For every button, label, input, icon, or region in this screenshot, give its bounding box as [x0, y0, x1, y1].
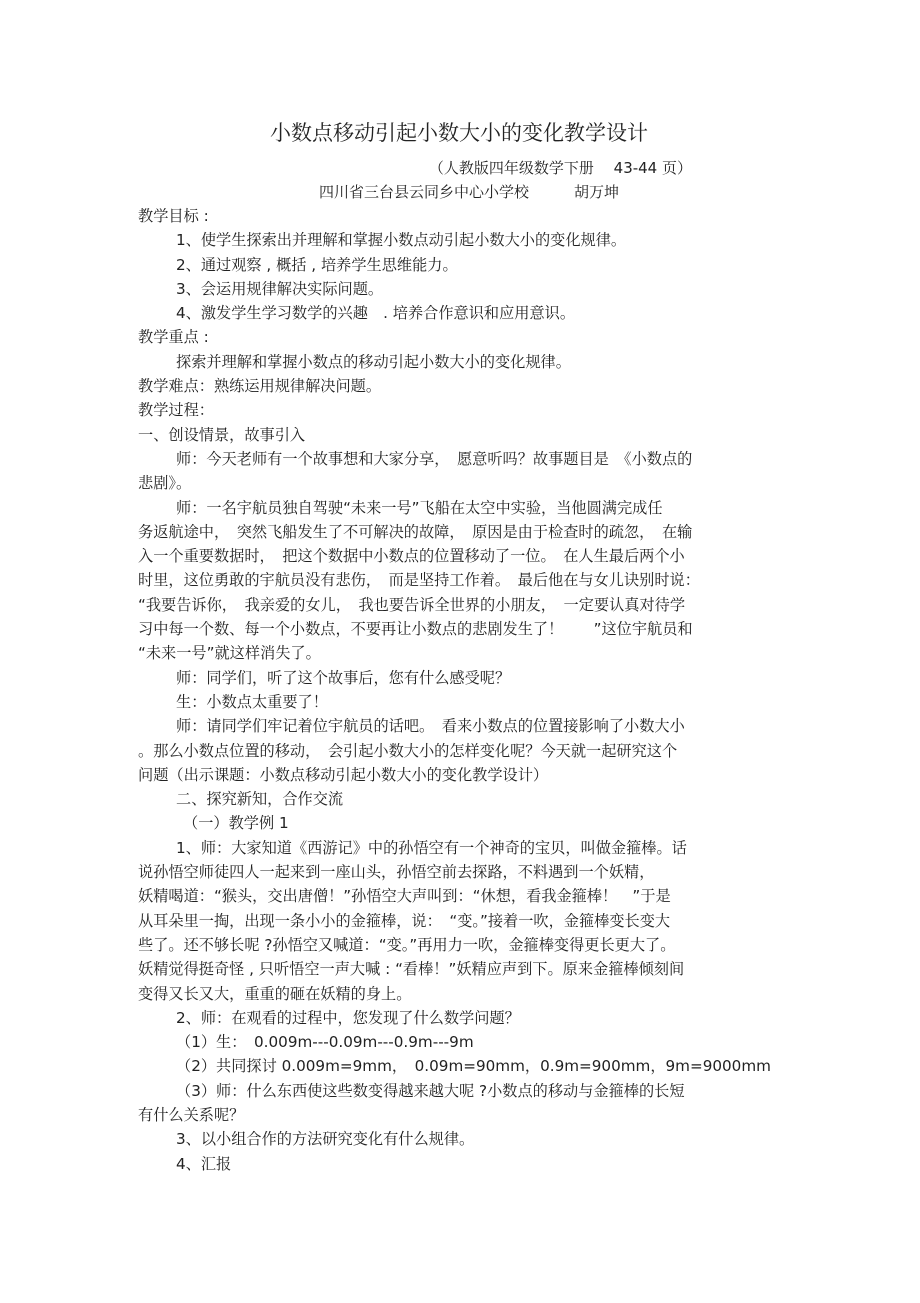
- paragraph-line: 师：今天老师有一个故事想和大家分享， 愿意听吗？故事题目是 《小数点的: [176, 449, 693, 468]
- paragraph-line: 师：请同学们牢记着位宇航员的话吧。 看来小数点的位置接影响了小数大小: [176, 717, 685, 736]
- document-title: 小数点移动引起小数大小的变化教学设计: [270, 121, 648, 145]
- paragraph-line: 妖精觉得挺奇怪 , 只听悟空一声大喊 : “看棒！”妖精应声到下。原来金箍棒倾刻间: [138, 960, 685, 979]
- paragraph-line: 2、师：在观看的过程中，您发现了什么数学问题？: [176, 1008, 520, 1027]
- paragraph-line: 3、以小组合作的方法研究变化有什么规律。: [176, 1130, 475, 1149]
- paragraph-line: 些了。还不够长呢 ?孙悟空又喊道：“变。”再用力一吹，金箍棒变得更长更大了。: [138, 935, 676, 954]
- section-heading-goals: 教学目标 :: [138, 207, 209, 225]
- paragraph-line: 有什么关系呢？: [138, 1105, 245, 1124]
- paragraph-line: （3）师：什么东西使这些数变得越来越大呢 ?小数点的移动与金箍棒的长短: [176, 1081, 685, 1100]
- paragraph-line: （1）生： 0.009m---0.09m---0.9m---9m: [176, 1033, 474, 1052]
- paragraph-line: 探索并理解和掌握小数点的移动引起小数大小的变化规律。: [176, 352, 571, 371]
- paragraph-line: 4、汇报: [176, 1154, 232, 1173]
- paragraph-line: 习中每一个数、每一个小数点，不要再让小数点的悲剧发生了！ ”这位宇航员和: [138, 620, 693, 639]
- goal-item: 4、激发学生学习数学的兴趣 . 培养合作意识和应用意识。: [176, 304, 576, 323]
- paragraph-line: 务返航途中， 突然飞船发生了不可解决的故障， 原因是由于检查时的疏忽， 在输: [138, 522, 693, 541]
- paragraph-line: 入一个重要数据时， 把这个数据中小数点的位置移动了一位。 在人生最后两个小: [138, 547, 685, 566]
- section-heading-explore: 二、探究新知，合作交流: [176, 790, 344, 809]
- paragraph-line: 师：同学们，听了这个故事后，您有什么感受呢？: [176, 668, 511, 687]
- paragraph-line: “未来一号”就这样消失了。: [138, 644, 321, 663]
- paragraph-line: 问题（出示课题：小数点移动引起小数大小的变化教学设计）: [138, 765, 549, 784]
- goal-item: 1、使学生探索出并理解和掌握小数点动引起小数大小的变化规律。: [176, 231, 627, 250]
- document-subtitle: （人教版四年级数学下册 43-44 页）: [428, 159, 692, 177]
- section-heading-intro: 一、创设情景，故事引入: [138, 425, 306, 444]
- paragraph-line: （2）共同探讨 0.009m=9mm， 0.09m=90mm，0.9m=900mm，9m=9000mm: [176, 1057, 771, 1076]
- paragraph-line: 说孙悟空师徒四人一起来到一座山头，孙悟空前去探路，不料遇到一个妖精，: [138, 863, 655, 882]
- paragraph-line: 师：一名宇航员独自驾驶“未来一号”飞船在太空中实验，当他圆满完成任: [176, 498, 663, 517]
- paragraph-line: 从耳朵里一掏，出现一条小小的金箍棒，说： “变。”接着一吹，金箍棒变长变大: [138, 911, 671, 930]
- subsection-heading-example: （一）教学例 1: [183, 814, 289, 833]
- document-body: [138, 116, 780, 1176]
- document-author: 四川省三台县云同乡中心小学校 胡万坤: [318, 183, 619, 201]
- paragraph-line: 妖精喝道：“猴头，交出唐僧！”孙悟空大声叫到：“休想，看我金箍棒！ ”于是: [138, 887, 671, 906]
- goal-item: 2、通过观察 , 概括 , 培养学生思维能力。: [176, 255, 458, 274]
- paragraph-line: 生：小数点太重要了！: [176, 692, 328, 711]
- section-heading-process: 教学过程：: [138, 401, 214, 420]
- paragraph-line: 1、师：大家知道《西游记》中的孙悟空有一个神奇的宝贝，叫做金箍棒。话: [176, 838, 687, 857]
- goal-item: 3、会运用规律解决实际问题。: [176, 279, 384, 298]
- paragraph-line: “我要告诉你， 我亲爱的女儿， 我也要告诉全世界的小朋友， 一定要认真对待学: [138, 595, 686, 614]
- paragraph-line: 悲剧》。: [138, 474, 192, 493]
- paragraph-line: 时里，这位勇敢的宇航员没有悲伤， 而是坚持工作着。 最后他在与女儿诀别时说：: [138, 571, 700, 590]
- section-heading-focus: 教学重点 :: [138, 328, 209, 347]
- section-heading-difficulty: 教学难点：熟练运用规律解决问题。: [138, 377, 381, 396]
- paragraph-line: 变得又长又大，重重的砸在妖精的身上。: [138, 984, 412, 1003]
- paragraph-line: 。那么小数点位置的移动， 会引起小数大小的怎样变化呢？今天就一起研究这个: [138, 741, 678, 760]
